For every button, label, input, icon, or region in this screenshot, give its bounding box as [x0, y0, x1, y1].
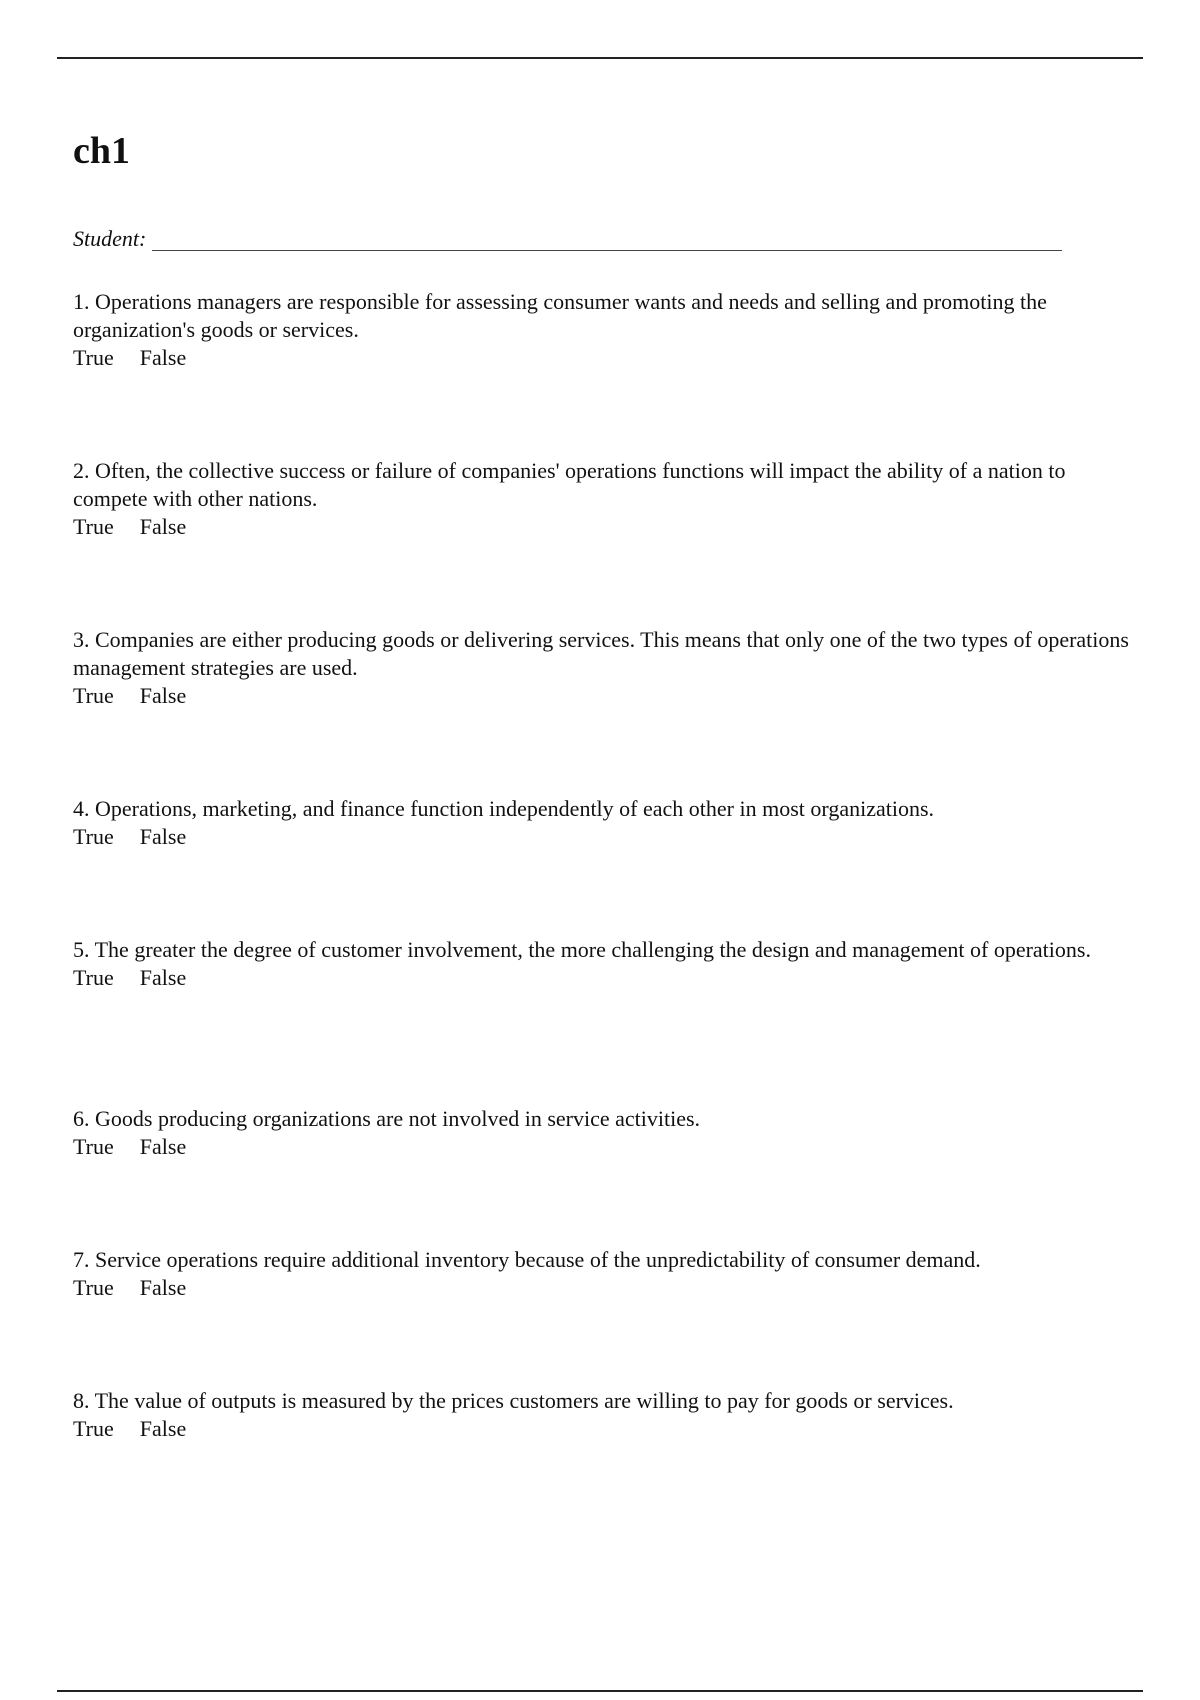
- answer-options: [73, 823, 1143, 851]
- top-rule: [57, 57, 1143, 59]
- question-text: 6. Goods producing organizations are not involved in service activities.: [73, 1106, 701, 1131]
- question-text: 4. Operations, marketing, and finance function independently of each other in most organizations.: [73, 796, 935, 821]
- answer-false[interactable]: False: [139, 683, 187, 708]
- answer-options: [73, 1415, 1143, 1443]
- bottom-rule: [57, 1690, 1143, 1692]
- answer-options: [73, 344, 1143, 372]
- page-title: ch1: [73, 130, 130, 172]
- question-text: 1. Operations managers are responsible for assessing consumer wants and needs and selling and promoting the organization's goods or services.: [73, 289, 1047, 342]
- question-item: [73, 288, 1143, 372]
- answer-options: [73, 1133, 1143, 1161]
- question-item: [73, 795, 1143, 851]
- student-row: [73, 225, 1062, 253]
- question-item: [73, 936, 1143, 992]
- answer-false[interactable]: False: [139, 1275, 187, 1300]
- answer-options: [73, 964, 1143, 992]
- answer-true[interactable]: True: [73, 514, 114, 539]
- answer-true[interactable]: True: [73, 1275, 114, 1300]
- answer-true[interactable]: True: [73, 965, 114, 990]
- question-item: [73, 626, 1143, 710]
- question-item: [73, 457, 1143, 541]
- answer-true[interactable]: True: [73, 1416, 114, 1441]
- answer-false[interactable]: False: [139, 1416, 187, 1441]
- question-item: [73, 1105, 1143, 1161]
- question-text: 2. Often, the collective success or failure of companies' operations functions will impact the ability of a nation to compete with other nations.: [73, 458, 1066, 511]
- answer-false[interactable]: False: [139, 1134, 187, 1159]
- question-text: 8. The value of outputs is measured by the prices customers are willing to pay for goods or services.: [73, 1388, 954, 1413]
- answer-options: [73, 1274, 1143, 1302]
- answer-true[interactable]: True: [73, 683, 114, 708]
- answer-true[interactable]: True: [73, 345, 114, 370]
- answer-false[interactable]: False: [139, 345, 187, 370]
- answer-true[interactable]: True: [73, 1134, 114, 1159]
- question-item: [73, 1246, 1143, 1302]
- answer-false[interactable]: False: [139, 824, 187, 849]
- answer-options: [73, 513, 1143, 541]
- student-label: Student:: [73, 226, 147, 251]
- question-text: 7. Service operations require additional inventory because of the unpredictability of consumer demand.: [73, 1247, 981, 1272]
- answer-true[interactable]: True: [73, 824, 114, 849]
- student-name-line[interactable]: [152, 250, 1062, 251]
- question-text: 5. The greater the degree of customer involvement, the more challenging the design and management of operations.: [73, 937, 1091, 962]
- question-item: [73, 1387, 1143, 1443]
- question-text: 3. Companies are either producing goods or delivering services. This means that only one of the two types of operations management strategies are used.: [73, 627, 1129, 680]
- answer-false[interactable]: False: [139, 514, 187, 539]
- answer-options: [73, 682, 1143, 710]
- answer-false[interactable]: False: [139, 965, 187, 990]
